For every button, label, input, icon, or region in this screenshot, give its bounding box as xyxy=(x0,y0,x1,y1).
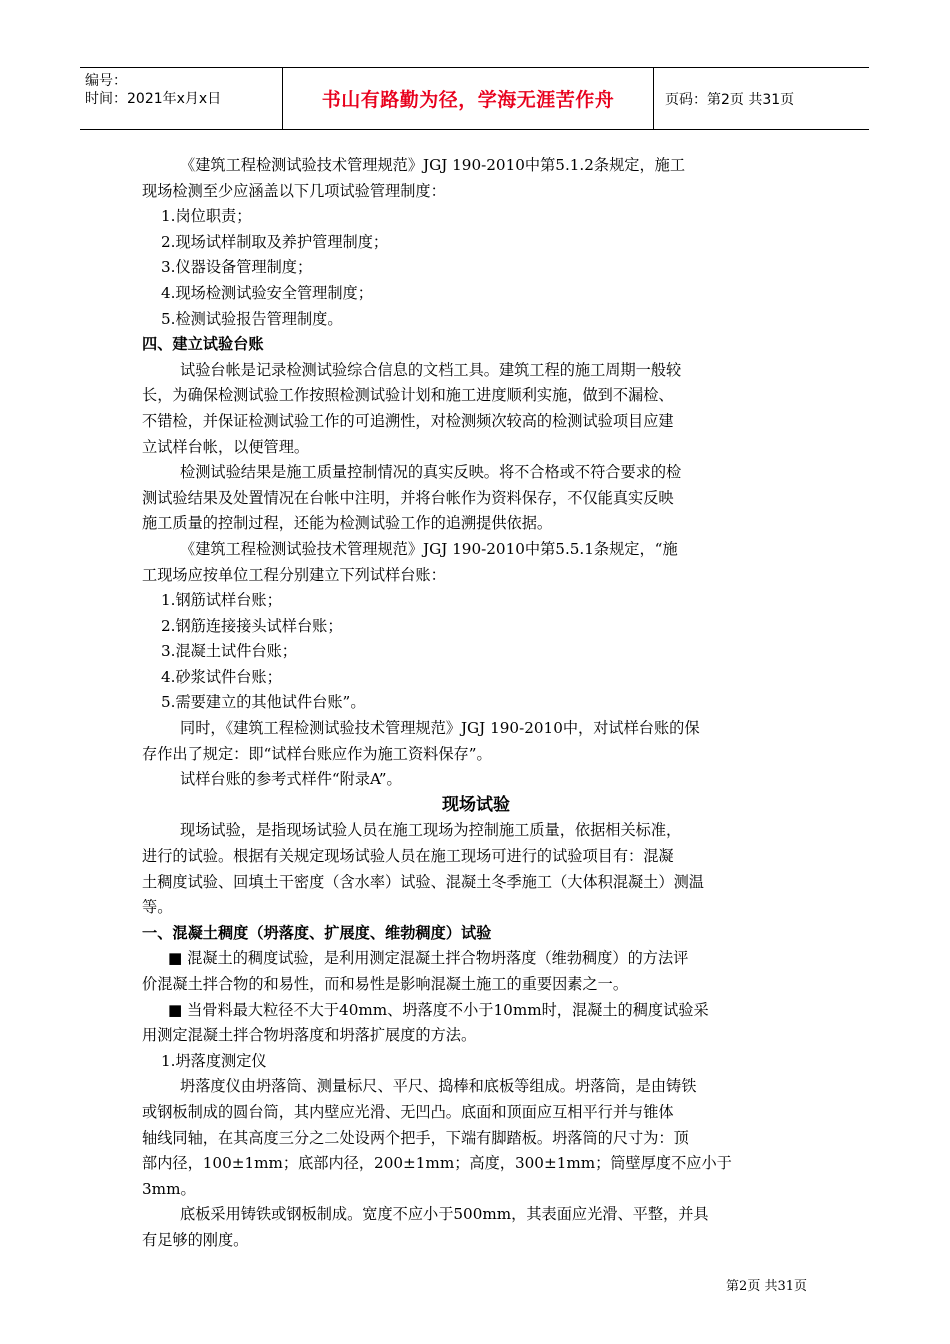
date-label: 时间：2021年x月x日 xyxy=(85,91,222,107)
document-number-label: 编号： xyxy=(85,73,127,89)
list-item: 1.钢筋试样台账； xyxy=(161,591,282,610)
text-line: 土稠度试验、回填土干密度（含水率）试验、混凝土冬季施工（大体积混凝土）测温 xyxy=(142,872,704,891)
document-body xyxy=(142,153,810,1254)
text-line: 等。 xyxy=(142,898,173,917)
text-line: 3mm。 xyxy=(142,1179,196,1198)
text-line: 《建筑工程检测试验技术管理规范》JGJ 190-2010中第5.5.1条规定，“施 xyxy=(180,539,678,558)
text-line: 试验台帐是记录检测试验综合信息的文档工具。建筑工程的施工周期一般较 xyxy=(180,360,682,379)
text-line: 或钢板制成的圆台筒，其内壁应光滑、无凹凸。底面和顶面应互相平行并与锥体 xyxy=(142,1102,674,1121)
text-line: 现场试验，是指现场试验人员在施工现场为控制施工质量，依据相关标准， xyxy=(180,821,682,840)
text-line: 存作出了规定：即“试样台账应作为施工资料保存”。 xyxy=(142,744,492,763)
text-line: 有足够的刚度。 xyxy=(142,1230,249,1249)
page-number-label: 页码：第2页 共31页 xyxy=(665,91,795,108)
text-line: 长，为确保检测试验工作按照检测试验计划和施工进度顺利实施，做到不漏检、 xyxy=(142,386,674,405)
list-item: 3.仪器设备管理制度； xyxy=(161,258,313,277)
text-line: 轴线同轴，在其高度三分之二处设两个把手，下端有脚踏板。坍落筒的尺寸为：顶 xyxy=(142,1128,689,1147)
text-line: 进行的试验。根据有关规定现场试验人员在施工现场可进行的试验项目有：混凝 xyxy=(142,847,674,866)
header-meta xyxy=(80,68,282,129)
text-line: 测试验结果及处置情况在台帐中注明，并将台帐作为资料保存，不仅能真实反映 xyxy=(142,488,674,507)
header-motto: 书山有路勤为径，学海无涯苦作舟 xyxy=(282,68,654,129)
text-line: 工现场应按单位工程分别建立下列试样台账： xyxy=(142,565,446,584)
section-heading: 一、混凝土稠度（坍落度、扩展度、维勃稠度）试验 xyxy=(142,923,492,942)
text-line: 价混凝土拌合物的和易性，而和易性是影响混凝土施工的重要因素之一。 xyxy=(142,975,628,993)
text-line: 现场检测至少应涵盖以下几项试验管理制度： xyxy=(142,181,446,200)
page-header xyxy=(80,67,869,130)
text-line: 《建筑工程检测试验技术管理规范》JGJ 190-2010中第5.1.2条规定，施工 xyxy=(180,156,686,174)
section-title: 现场试验 xyxy=(442,794,510,815)
list-item: 3.混凝土试件台账； xyxy=(161,642,297,661)
list-item: 4.砂浆试件台账； xyxy=(161,667,282,686)
bullet-line: ■ 混凝土的稠度试验，是利用测定混凝土拌合物坍落度（维勃稠度）的方法评 xyxy=(168,949,689,968)
bullet-line: ■ 当骨料最大粒径不大于40mm、坍落度不小于10mm时，混凝土的稠度试验采 xyxy=(168,1000,709,1019)
list-item: 1.岗位职责； xyxy=(161,207,252,226)
text-line: 同时，《建筑工程检测试验技术管理规范》JGJ 190-2010中，对试样台账的保 xyxy=(180,719,700,738)
list-item: 5.检测试验报告管理制度。 xyxy=(161,309,343,328)
text-line: 部内径，100±1mm；底部内径，200±1mm；高度，300±1mm；筒壁厚度不应小于 xyxy=(142,1154,732,1173)
text-line: 试样台账的参考式样件“附录A”。 xyxy=(180,770,402,789)
text-line: 用测定混凝土拌合物坍落度和坍落扩展度的方法。 xyxy=(142,1026,477,1045)
text-line: 检测试验结果是施工质量控制情况的真实反映。将不合格或不符合要求的检 xyxy=(180,463,682,482)
text-line: 底板采用铸铁或钢板制成。宽度不应小于500mm，其表面应光滑、平整，并具 xyxy=(180,1205,709,1224)
list-item: 5.需要建立的其他试件台账”。 xyxy=(161,693,366,712)
list-item: 4.现场检测试验安全管理制度； xyxy=(161,283,373,302)
page-footer: 第2页 共31页 xyxy=(726,1279,807,1294)
list-item: 2.钢筋连接接头试样台账； xyxy=(161,616,343,635)
list-item: 2.现场试样制取及养护管理制度； xyxy=(161,232,389,251)
text-line: 坍落度仪由坍落筒、测量标尺、平尺、捣棒和底板等组成。坍落筒，是由铸铁 xyxy=(180,1077,697,1096)
text-line: 施工质量的控制过程，还能为检测试验工作的追溯提供依据。 xyxy=(142,514,553,533)
subsection-heading: 1.坍落度测定仪 xyxy=(161,1051,267,1070)
section-heading: 四、建立试验台账 xyxy=(142,335,264,354)
text-line: 立试样台帐，以便管理。 xyxy=(142,437,310,456)
text-line: 不错检，并保证检测试验工作的可追溯性，对检测频次较高的检测试验项目应建 xyxy=(142,411,674,430)
